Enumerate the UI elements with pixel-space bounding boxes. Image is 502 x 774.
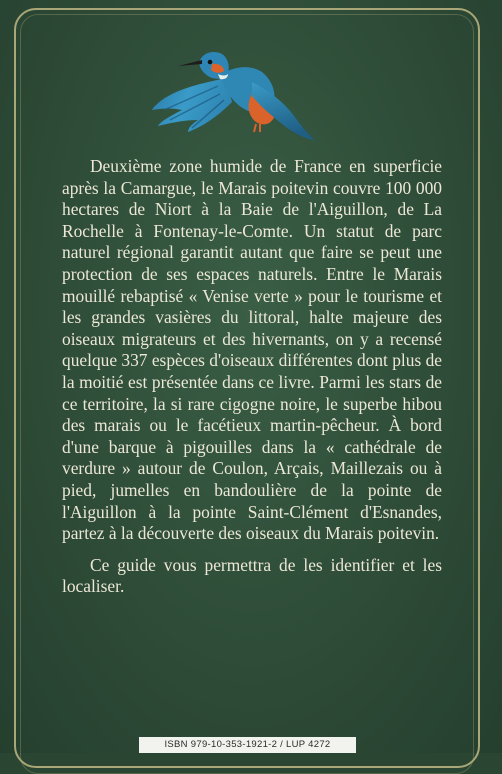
kingfisher-icon [148,36,338,156]
blurb-paragraph: Ce guide vous permettra de les identifier et les localiser. [62,554,442,597]
back-cover-blurb [62,156,442,598]
blurb-paragraph: Deuxième zone humide de France en superficie après la Camargue, le Marais poitevin couvre 100 000 hectares de Niort à la Baie de l'Aiguillon, de La Rochelle à Fontenay-le-Comte. Un statut de parc naturel régional garantit autant que faire se peut une protection de ses espaces naturels. Entre le Marais mouillé rebaptisé « Venise verte » pour le tourisme et les grandes vasières du littoral, halte majeure des oiseaux migrateurs et des hivernants, on y a recensé quelque 337 espèces d'oiseaux différentes dont plus de la moitié est présentée dans ce livre. Parmi les stars de ce territoire, la si rare cigogne noire, le superbe hibou des marais ou le facétieux martin-pêcheur. À bord d'une barque à pigouilles dans la « cathédrale de verdure » autour de Coulon, Arçais, Maillezais ou à pied, jumelles en bandoulière de la pointe de l'Aiguillon à la pointe Saint-Clément d'Esnandes, partez à la découverte des oiseaux du Marais poitevin. [62,156,442,544]
isbn-label: ISBN 979-10-353-1921-2 / LUP 4272 [139,737,356,753]
